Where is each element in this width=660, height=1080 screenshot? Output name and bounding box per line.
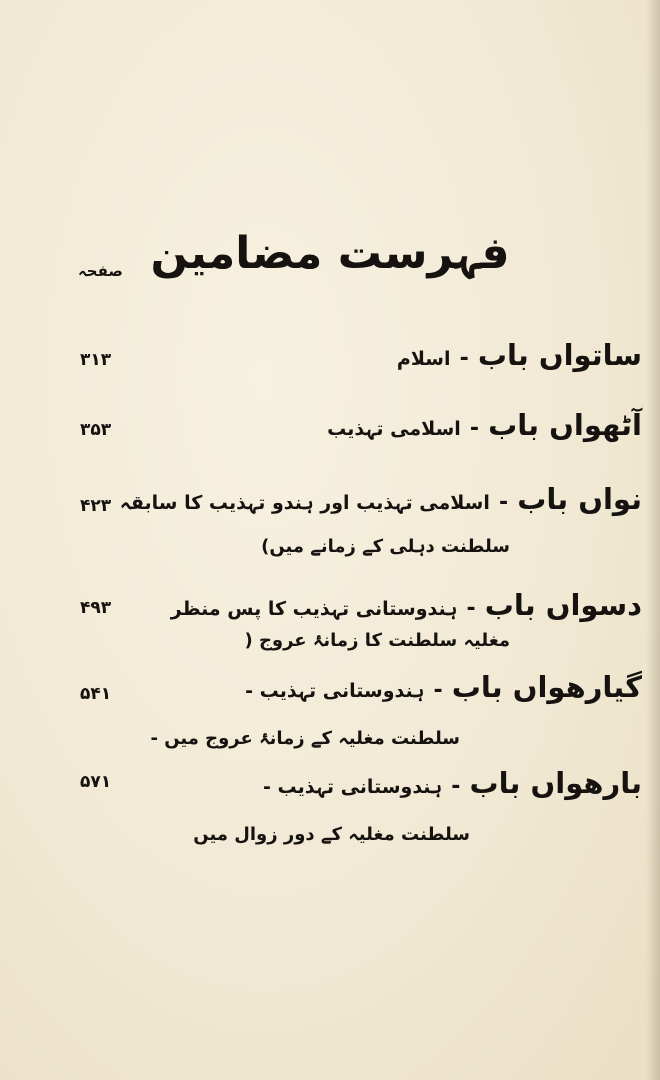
chapter-subline: مغلیہ سلطنت کا زمانۂ عروج ( <box>244 630 510 651</box>
separator: - <box>451 774 461 799</box>
chapter-subject: ہندوستانی تہذیب - <box>262 776 443 798</box>
page-number: ۵۴۱ <box>80 684 112 704</box>
chapter-subject: اسلامی تہذیب <box>327 418 461 440</box>
chapter-subject: ہندوستانی تہذیب کا پس منظر <box>170 598 458 620</box>
chapter-label: گیارھواں باب <box>451 670 642 704</box>
separator: - <box>498 490 509 515</box>
chapter-label: آٹھواں باب <box>488 408 642 442</box>
toc-entry-title <box>122 670 642 704</box>
toc-entry-title <box>119 482 642 516</box>
chapter-subject: اسلام <box>396 348 451 370</box>
page-number: ۴۲۳ <box>80 496 112 516</box>
page-edge-shadow <box>646 0 660 1080</box>
page-title: فہرست مضامین <box>150 228 510 279</box>
separator: - <box>466 596 476 621</box>
page-number: ۳۵۳ <box>80 420 112 440</box>
page-number: ۴۹۳ <box>80 598 112 618</box>
toc-entry-title <box>122 588 642 622</box>
toc-entry-title <box>122 408 642 442</box>
page-number: ۳۱۳ <box>80 350 112 370</box>
chapter-subject: اسلامی تہذیب اور ہندو تہذیب کا سابقہ <box>119 492 490 514</box>
chapter-label: نواں باب <box>517 482 642 516</box>
separator: - <box>433 678 443 703</box>
separator: - <box>459 346 469 371</box>
page-column-header: صفحہ <box>78 262 123 280</box>
chapter-label: بارھواں باب <box>469 766 642 800</box>
chapter-subline: سلطنت مغلیہ کے دور زوال میں <box>193 824 470 845</box>
chapter-subline: سلطنت مغلیہ کے زمانۂ عروج میں - <box>150 728 460 749</box>
toc-entry-title <box>122 338 642 372</box>
chapter-subline: سلطنت دہلی کے زمانے میں) <box>261 536 510 557</box>
page-number: ۵۷۱ <box>80 772 112 792</box>
toc-entry-title <box>122 766 642 800</box>
separator: - <box>469 416 480 441</box>
chapter-label: ساتواں باب <box>477 338 642 372</box>
chapter-label: دسواں باب <box>484 588 642 622</box>
chapter-subject: ہندوستانی تہذیب - <box>245 680 425 702</box>
